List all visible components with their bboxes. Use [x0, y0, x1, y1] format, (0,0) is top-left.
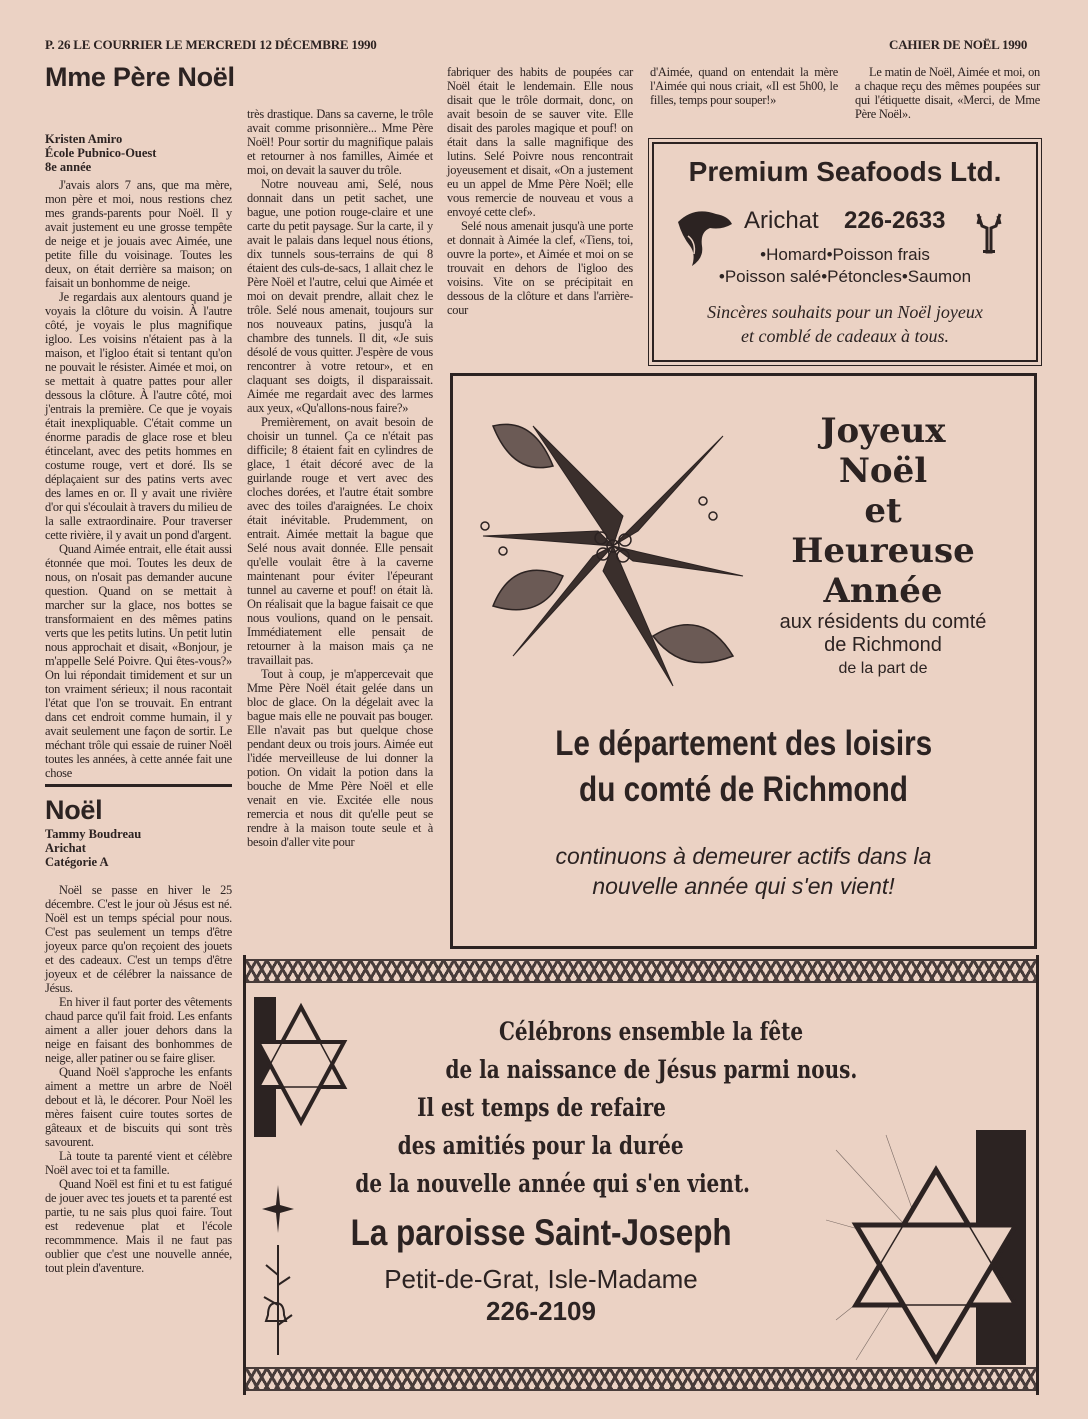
ad-products-1: •Homard•Poisson frais	[760, 245, 930, 264]
slogan-line-1: continuons à demeurer actifs dans la	[555, 843, 932, 869]
garland-border-top	[246, 959, 1036, 983]
organization	[453, 721, 1034, 813]
paragraph: Selé nous amenait jusqu'à une porte et donnait à Aimée la clef, «Tiens, toi, ouvre la porte», et Aimée et moi on se trouvait en dehors de l'igloo des voisins. Vite on se précipitait en dessous de la clôture et dans l'arrière-cour	[447, 219, 633, 317]
church-message-2	[306, 1089, 776, 1203]
ad-products-2: •Poisson salé•Pétoncles•Saumon	[718, 267, 972, 286]
paragraph: Premièrement, on avait besoin de choisir un tunnel. Ça ce n'était pas difficile; 8 étaient fait en cylindres de glace, 1 était décoré avec de la guirlande rouge et vert avec des cloches dorées, et l'autre était sombre avec des toiles d'araignées. Le choix était inévitable. Prudemment, on entrait. Aimée mettait la bague que Selé nous avait donnée. Elle pensait qu'elle voulait être à la caverne maintenant pour éviter l'épeurant tunnel au caverne et pouf! on était là. On réalisait que la bague faisait ce que nous voulions, quand on le pensait. Immédiatement elle pensait de retourner à la maison mais ça ne travaillait pas.	[247, 415, 433, 667]
message-line-text: des amitiés pour la durée	[398, 1131, 684, 1160]
garland-border-bottom	[246, 1367, 1036, 1391]
article-title: Mme Père Noël	[45, 62, 235, 92]
paragraph: Notre nouveau ami, Selé, nous donnait dans un petit sachet, une bague, une potion rouge-claire et une carte du petit paysage. Sur la carte, il y avait le palais dans lequel nous étions, dix tunnels sous-terrains de qui 8 étaient des culs-de-sacs, 1 allait chez le Père Noël et l'autre, celui que Aimée et moi on devait prendre, allait chez le trôle. Selé nous amenait, toujours sur nos nouveaux patins, jusqu'à la chambre des tunnels. Il dit, «Je suis désolé de vous quitter. J'espère de vous rencontrer à votre retour», et en claquant ses doigts, il disparaissait. Aimée me regardait avec des larmes aux yeux, «Qu'allons-nous faire?»	[247, 177, 433, 415]
ad-wish-1: Sincères souhaits pour un Noël joyeux	[707, 302, 983, 322]
paragraph: très drastique. Dans sa caverne, le trôle avait comme prisonnière... Mme Père Noël! Pour sortir du magnifique palais et retourner à nos familles, Aimée et moi, on devait la sauver du trôle.	[247, 107, 433, 177]
author: Kristen Amiro	[45, 132, 123, 146]
category: Catégorie A	[45, 855, 109, 869]
paragraph: Je regardais aux alentours quand je voyais la clôture du voisin. À l'autre côté, je voyais le plus magnifique igloo. Les voisins n'étaient pas à la maison, et l'igloo était si tentant qu'on ne pouvait le résister. Aimée et moi, on se mettait à quatre pattes pour aller dessous la clôture. À l'autre côté, moi j'entrais la première. Ce que je voyais était inexpliquable. C'était comme un énorme paradis de glace rose et bleu étincelant, avec des petits hommes en costume rouge, vert et doré. Ils se déplaçaient sur des patins verts avec des lames en or. Il y avait une rivière d'or qui s'écoulait à travers du milieu de la salle extraordinaire. Pour traverser cette rivière, il y avait un pond d'argent.	[45, 290, 232, 542]
paragraph: Tout à coup, je m'appercevait que Mme Père Noël était gelée dans un bloc de glace. On la dégelait avec la bague mais elle ne pouvait pas bouger. Elle n'avait pas but quelque chose pendant deux ou trois jours. Aimée eut l'idée merveilleuse de lui donner la potion. On vidait la potion dans la bouche de Mme Père Noël et elle venait en vie. Excitée elle nous remercia et nous dit qu'elle peut se rendre à la maison toute seule et à besoin d'aller vite pour	[247, 667, 433, 849]
message-line-text: de la nouvelle année qui s'en vient.	[355, 1169, 751, 1198]
paragraph: Quand Noël est fini et tu est fatigué de jouer avec tes jouets et ta parenté est partie, tu ne sais plus quoi faire. Tout est redevenue plat et l'école recommmence. Mais il ne faut pas oublier que c'est une nouvelle année, tout plein d'aventure.	[45, 1177, 232, 1275]
article-column-2	[247, 107, 433, 849]
recipient-1: aux résidents du comté	[779, 611, 987, 633]
article-title: Noël	[45, 795, 103, 825]
paragraph: Noël se passe en hiver le 25 décembre. C'est le jour où Jésus est né. Noël est un temps spécial pour nous. C'est pas seulement un temps d'être joyeux parce qu'on reçoient des jouets et des cadeaux. C'est un temps d'être joyeux et de célébrer la naissance de Jésus.	[45, 883, 232, 995]
article-column-3	[447, 65, 633, 317]
message-line-text: Il est temps de refaire	[416, 1093, 666, 1122]
page-header-left: P. 26 LE COURRIER LE MERCREDI 12 DÉCEMBRE 1990	[45, 37, 377, 52]
church-phone: 226-2109	[486, 1296, 596, 1326]
slogan	[453, 841, 1034, 901]
message-line	[306, 1051, 996, 1089]
message-line	[306, 1127, 776, 1165]
church-ad	[243, 955, 1039, 1395]
left-column	[45, 60, 235, 1275]
page-header-right: CAHIER DE NOËL 1990	[889, 37, 1028, 52]
greeting-line: Joyeux	[820, 411, 946, 451]
from-label: de la part de	[838, 660, 928, 677]
paragraph: Quand Noël s'approche les enfants aiment a mettre un arbre de Noël debout et là, le décorer. Pour Noël les mères faisent cuire toutes sortes de gâteaux et de biscuits qui sont très savourent.	[45, 1065, 232, 1149]
grade: 8e année	[45, 160, 92, 174]
ad-wish-2: et comblé de cadeaux à tous.	[741, 326, 949, 346]
ad-company-name: Premium Seafoods Ltd.	[688, 156, 1002, 187]
message-line	[306, 1089, 776, 1127]
paragraph: d'Aimée, quand on entendait la mère l'Aimée qui nous criait, «Il est 5h00, le filles, temps pour souper!»	[650, 65, 838, 107]
church-text	[306, 1013, 996, 1327]
church-name: La paroisse Saint-Joseph	[350, 1212, 732, 1253]
organization-line-2	[453, 767, 1034, 813]
paragraph: Quand Aimée entrait, elle était aussi étonnée que moi. Toutes les deux de nous, on n'osait pas demander aucune question. Quand on se mettait à marcher sur la glace, nos bottes se transformaient en des mêmes patins verts que les petits lutins. Un petit lutin nous approchait et disait, «Bonjour, je m'appelle Selé Poivre. Qui êtes-vous?» On lui répondait timidement et sur un ton vraiment sérieux; il nous racontait l'état que l'on se trouvait. En entrant dans cet endroit comme humain, il y avait seulement une façon de sortir. Le méchant trôle qui essaie de ruiner Noël toutes les années, à cette année fait une chose	[45, 542, 232, 780]
message-line-text: Célébrons ensemble la fête	[498, 1017, 804, 1046]
paragraph: J'avais alors 7 ans, que ma mère, mon père et moi, nous restions chez mes grands-parents pour Noël. Il y avait justement eu une grosse tempête de neige et je jouais avec Aimée, une petite fille du voisinage. Toutes les deux, on était derrière sa maison; on faisait un bonhomme de neige.	[45, 178, 232, 290]
message-line	[306, 1165, 776, 1203]
poinsettia-icon	[473, 406, 753, 696]
article-column-1	[45, 178, 232, 780]
ad-town: Arichat	[744, 207, 819, 234]
organization-line-1	[453, 721, 1034, 767]
church-name-line	[306, 1211, 776, 1255]
paragraph: Le matin de Noël, Aimée et moi, on a chaque reçu des mêmes poupées sur qui l'étiquette disait, «Merci, de Mme Père Noël».	[855, 65, 1040, 121]
organization-line-2-text: du comté de Richmond	[579, 770, 908, 809]
article-byline	[45, 132, 232, 174]
church-name-row	[306, 1211, 776, 1255]
slogan-line-2: nouvelle année qui s'en vient!	[592, 873, 895, 899]
greeting	[743, 411, 1023, 681]
article-byline	[45, 827, 232, 869]
church-message	[306, 1013, 996, 1089]
greeting-line: et	[864, 491, 902, 531]
greeting-line: Noël	[838, 451, 928, 491]
place: Arichat	[45, 841, 86, 855]
seafood-ad	[652, 142, 1038, 362]
richmond-ad	[450, 373, 1037, 949]
author: Tammy Boudreau	[45, 827, 142, 841]
article-column-4	[650, 65, 838, 107]
message-line-text: de la naissance de Jésus parmi nous.	[445, 1055, 857, 1084]
article-column-noel	[45, 883, 232, 1275]
greeting-line: Année	[823, 571, 943, 611]
church-place: Petit-de-Grat, Isle-Madame	[384, 1264, 698, 1294]
article-column-5	[855, 65, 1040, 121]
paragraph: fabriquer des habits de poupées car Noël était le lendemain. Elle nous disait que le trôle dormait, donc, on avait besoin de se sauver vite. Elle disait des paroles magique et pouf! on était dans la salle magnifique des lutins. Selé Poivre nous rencontrait joyeusement et disait, «On a justement eu un appel de Mme Père Noël; elle vous remercie de nouveau et vous a envoyé cette clef».	[447, 65, 633, 219]
recipient-2: de Richmond	[824, 634, 942, 656]
organization-line-1-text: Le département des loisirs	[555, 724, 932, 763]
divider	[45, 784, 232, 787]
message-line	[306, 1013, 996, 1051]
paragraph: Là toute ta parenté vient et célèbre Noël avec toi et ta famille.	[45, 1149, 232, 1177]
school: École Pubnico-Ouest	[45, 146, 157, 160]
greeting-line: Heureuse	[791, 531, 975, 571]
bells-ornament-icon	[258, 1185, 298, 1365]
ad-phone: 226-2633	[844, 207, 946, 234]
paragraph: En hiver il faut porter des vêtements chaud parce qu'il fait froid. Les enfants aiment a aller jouer dehors dans la neige en faisant des bonhommes de neige, aller patiner ou se faire gliser.	[45, 995, 232, 1065]
